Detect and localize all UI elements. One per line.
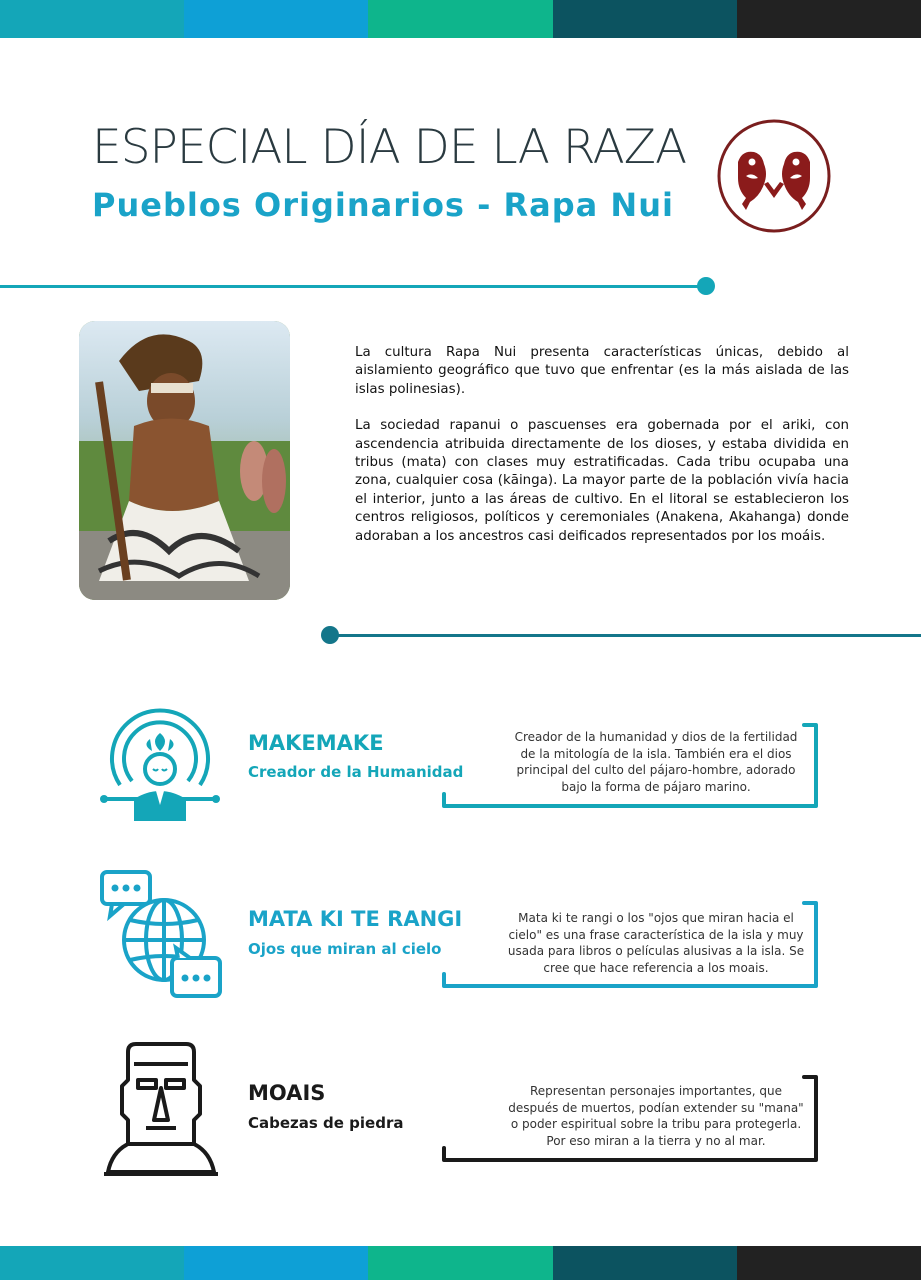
feature-subtitle-makemake: Creador de la Humanidad (248, 763, 464, 781)
divider-line-top (0, 285, 706, 288)
top-color-band (0, 0, 921, 38)
divider-dot-top (697, 277, 715, 295)
bottom-color-band (0, 1246, 921, 1280)
intro-paragraph-2: La sociedad rapanui o pascuenses era gobernada por el ariki, con ascendencia atribuida directamente de los dioses, y estaba dividida en tribus (mata) con clases muy estratificadas. Cada tribu ocupaba una zona, cualquier cosa (kāinga). La mayor parte de la población vivía hacia el interior, junto a las áreas de cultivo. En el litoral se establecieron los centros religiosos, políticos y ceremoniales (Anakena, Akahanga) donde adoraban a los ancestros casi deificados representados por los moáis. (355, 418, 849, 544)
feature-description-makemake: Creador de la humanidad y dios de la fertilidad de la mitología de la isla. También era el dios principal del culto del pájaro-hombre, adorado bajo la forma de pájaro marino. (514, 730, 798, 794)
intro-paragraph-1: La cultura Rapa Nui presenta características únicas, debido al aislamiento geográfico que tuvo que enfrentar (es la más aislada de las islas polinesias). (355, 345, 849, 397)
page-title: ESPECIAL DÍA DE LA RAZA (92, 120, 687, 175)
feature-title-makemake: MAKEMAKE (248, 731, 384, 755)
feature-description-mata-ki-te-rangi: Mata ki te rangi o los "ojos que miran hacia el cielo" es una frase característica de la isla y muy usada para libros o películas alusivas a la isla. Se cree que hace referencia a los moais. (507, 911, 805, 975)
feature-subtitle-moais: Cabezas de piedra (248, 1114, 404, 1132)
divider-dot-bottom (321, 626, 339, 644)
page-subtitle: Pueblos Originarios - Rapa Nui (92, 186, 674, 224)
moai-head-icon (104, 1040, 218, 1178)
rapa-nui-birdman-logo (716, 118, 832, 234)
intro-text (355, 344, 849, 564)
rapa-nui-warrior-photo (79, 321, 290, 600)
meditating-figure-icon (98, 693, 222, 821)
globe-chat-icon (98, 868, 224, 1000)
feature-title-mata-ki-te-rangi: MATA KI TE RANGI (248, 907, 463, 931)
feature-title-moais: MOAIS (248, 1081, 326, 1105)
feature-description-moais: Representan personajes importantes, que después de muertos, podían extender su "mana" o poder espiritual sobre la tribu para protegerla. Por eso miran a la tierra y no al mar. (508, 1084, 804, 1148)
divider-line-bottom (330, 634, 921, 637)
feature-subtitle-mata-ki-te-rangi: Ojos que miran al cielo (248, 940, 442, 958)
